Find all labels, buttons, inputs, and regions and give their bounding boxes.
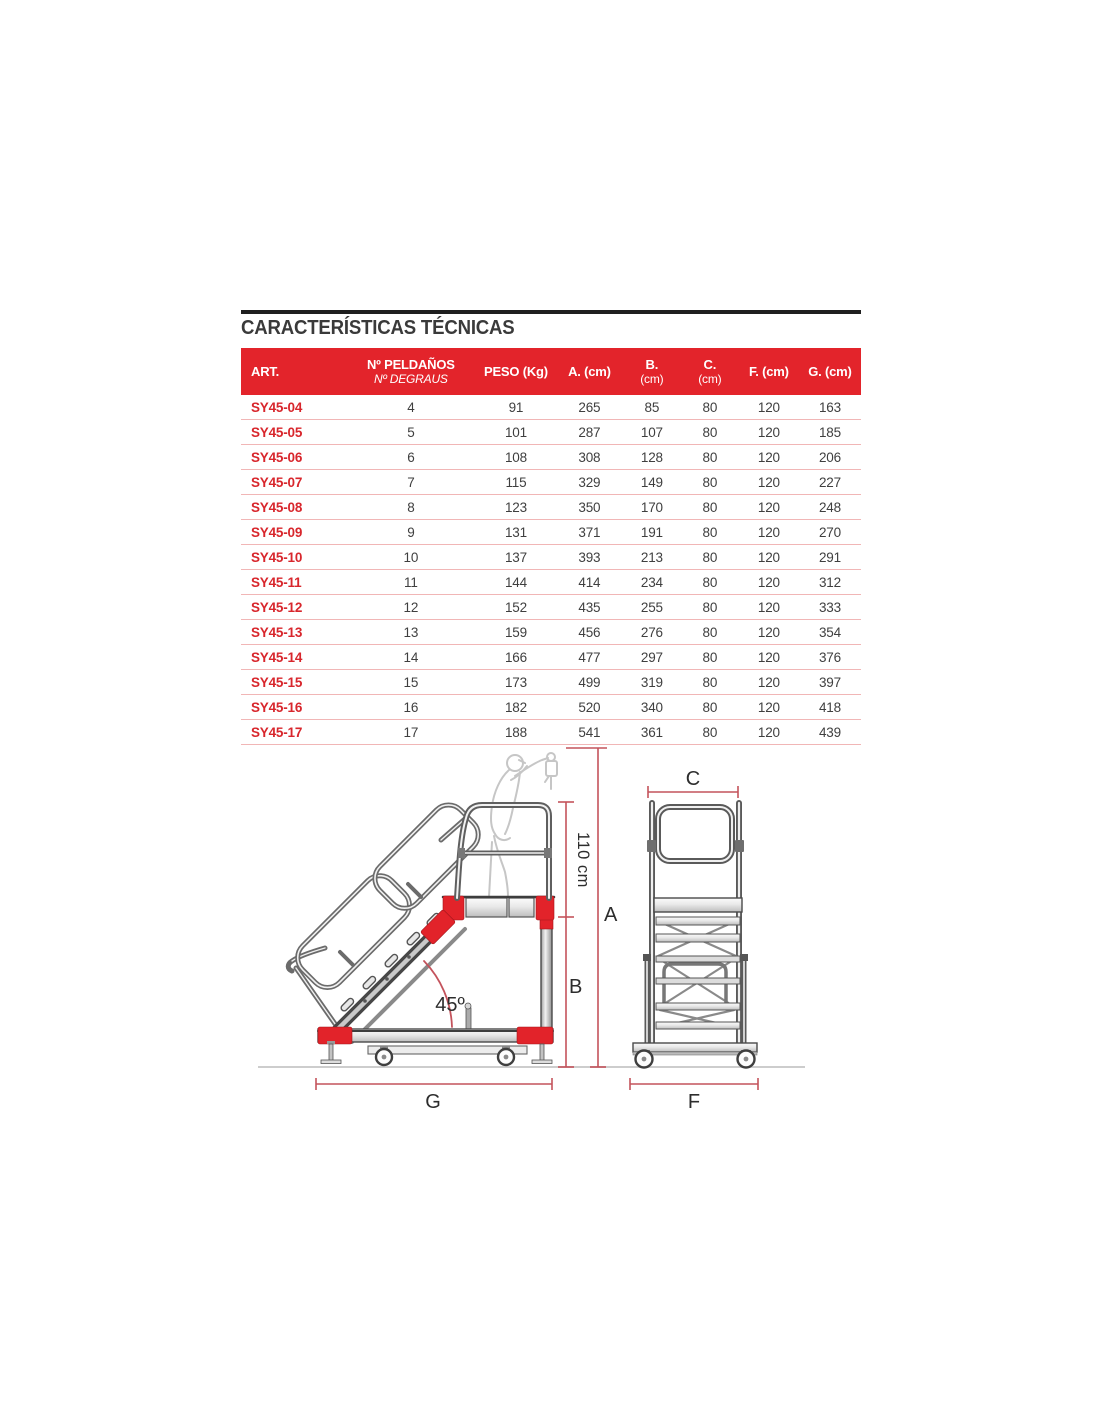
value-cell: 354 <box>818 624 841 640</box>
value-cell: 120 <box>757 424 780 440</box>
value-cell: 10 <box>403 549 419 565</box>
ladder-diagram <box>230 745 890 1117</box>
table-header <box>241 348 861 395</box>
art-cell: SY45-05 <box>251 424 303 440</box>
column-header <box>799 365 861 379</box>
column-header-sublabel: Nº DEGRAUS <box>373 371 448 386</box>
column-header <box>241 365 346 379</box>
column-header-sublabel: (cm) <box>640 371 664 386</box>
value-cell: 206 <box>818 449 841 465</box>
value-cell: 149 <box>640 474 663 490</box>
art-cell: SY45-07 <box>251 474 303 490</box>
value-cell: 319 <box>640 674 663 690</box>
value-cell: 80 <box>702 424 718 440</box>
value-cell: 120 <box>757 624 780 640</box>
value-cell: 17 <box>403 724 419 740</box>
value-cell: 265 <box>578 399 601 415</box>
art-cell: SY45-13 <box>251 624 303 640</box>
value-cell: 14 <box>403 649 419 665</box>
value-cell: 137 <box>504 549 527 565</box>
value-cell: 297 <box>640 649 663 665</box>
column-header-label: PESO (Kg) <box>483 363 548 379</box>
value-cell: 115 <box>505 474 527 490</box>
value-cell: 248 <box>818 499 841 515</box>
table-row <box>241 445 861 470</box>
column-header <box>739 365 799 379</box>
value-cell: 80 <box>702 599 718 615</box>
value-cell: 397 <box>818 674 841 690</box>
value-cell: 80 <box>702 474 718 490</box>
value-cell: 120 <box>757 649 780 665</box>
value-cell: 276 <box>640 624 663 640</box>
table-row <box>241 545 861 570</box>
value-cell: 435 <box>578 599 601 615</box>
value-cell: 12 <box>403 599 419 615</box>
value-cell: 234 <box>640 574 663 590</box>
value-cell: 120 <box>757 599 780 615</box>
art-cell: SY45-17 <box>251 724 303 740</box>
platform <box>420 896 554 945</box>
value-cell: 414 <box>578 574 601 590</box>
value-cell: 120 <box>757 699 780 715</box>
value-cell: 393 <box>578 549 601 565</box>
value-cell: 123 <box>504 499 527 515</box>
value-cell: 85 <box>644 399 660 415</box>
angle-label: 45º <box>435 994 465 1016</box>
value-cell: 80 <box>702 674 718 690</box>
front-view <box>633 803 757 1068</box>
dim-a-label: A <box>604 904 618 926</box>
column-header-label: ART. <box>251 363 280 379</box>
value-cell: 4 <box>407 399 415 415</box>
guard-height-label: 110 cm <box>574 832 592 888</box>
dim-c-label: C <box>685 768 701 790</box>
value-cell: 361 <box>640 724 663 740</box>
value-cell: 340 <box>640 699 663 715</box>
value-cell: 120 <box>757 449 780 465</box>
value-cell: 91 <box>508 399 524 415</box>
column-header <box>623 358 681 386</box>
page-title: CARACTERÍSTICAS TÉCNICAS <box>241 317 515 339</box>
value-cell: 312 <box>818 574 841 590</box>
art-cell: SY45-12 <box>251 599 303 615</box>
dimension-f <box>630 1078 758 1090</box>
column-header-label: Nº PELDAÑOS <box>366 356 455 372</box>
value-cell: 120 <box>757 399 780 415</box>
spec-table <box>241 348 861 745</box>
value-cell: 182 <box>504 699 527 715</box>
column-header <box>476 365 556 379</box>
column-header-label: A. (cm) <box>568 363 611 379</box>
column-header-sublabel: (cm) <box>698 371 722 386</box>
value-cell: 101 <box>504 424 527 440</box>
value-cell: 270 <box>818 524 841 540</box>
value-cell: 170 <box>640 499 663 515</box>
value-cell: 350 <box>578 499 601 515</box>
value-cell: 376 <box>818 649 841 665</box>
value-cell: 120 <box>757 524 780 540</box>
value-cell: 333 <box>818 599 841 615</box>
table-body <box>241 395 861 745</box>
value-cell: 5 <box>407 424 415 440</box>
column-header-label: G. (cm) <box>808 363 852 379</box>
value-cell: 439 <box>818 724 841 740</box>
value-cell: 8 <box>407 499 415 515</box>
column-header <box>556 365 623 379</box>
value-cell: 80 <box>702 399 718 415</box>
table-row <box>241 645 861 670</box>
value-cell: 80 <box>702 574 718 590</box>
value-cell: 287 <box>578 424 601 440</box>
art-cell: SY45-10 <box>251 549 303 565</box>
value-cell: 80 <box>702 724 718 740</box>
value-cell: 120 <box>757 724 780 740</box>
table-row <box>241 570 861 595</box>
dim-g-label: G <box>425 1091 441 1113</box>
value-cell: 9 <box>407 524 415 540</box>
table-row <box>241 495 861 520</box>
value-cell: 541 <box>578 724 601 740</box>
column-header <box>346 358 476 386</box>
table-row <box>241 720 861 745</box>
value-cell: 520 <box>578 699 601 715</box>
column-header-label: C. <box>703 356 717 372</box>
art-cell: SY45-11 <box>251 574 302 590</box>
value-cell: 477 <box>578 649 601 665</box>
value-cell: 128 <box>640 449 663 465</box>
dimension-110 <box>558 802 574 917</box>
value-cell: 13 <box>403 624 419 640</box>
title-rule <box>241 310 861 314</box>
value-cell: 418 <box>818 699 841 715</box>
art-cell: SY45-08 <box>251 499 303 515</box>
value-cell: 188 <box>504 724 527 740</box>
value-cell: 144 <box>504 574 527 590</box>
table-row <box>241 670 861 695</box>
value-cell: 213 <box>640 549 663 565</box>
value-cell: 15 <box>403 674 419 690</box>
table-row <box>241 395 861 420</box>
value-cell: 131 <box>504 524 527 540</box>
art-cell: SY45-04 <box>251 399 303 415</box>
value-cell: 159 <box>504 624 527 640</box>
art-cell: SY45-16 <box>251 699 303 715</box>
value-cell: 499 <box>578 674 601 690</box>
value-cell: 308 <box>578 449 601 465</box>
value-cell: 185 <box>818 424 841 440</box>
dimension-a <box>566 748 607 1067</box>
value-cell: 80 <box>702 699 718 715</box>
table-row <box>241 470 861 495</box>
value-cell: 120 <box>757 549 780 565</box>
art-cell: SY45-06 <box>251 449 303 465</box>
value-cell: 166 <box>504 649 527 665</box>
value-cell: 80 <box>702 549 718 565</box>
column-header <box>681 358 739 386</box>
dim-f-label: F <box>687 1091 701 1113</box>
value-cell: 16 <box>403 699 419 715</box>
value-cell: 80 <box>702 524 718 540</box>
value-cell: 7 <box>407 474 415 490</box>
dim-b-label: B <box>569 976 583 998</box>
value-cell: 80 <box>702 449 718 465</box>
table-row <box>241 695 861 720</box>
value-cell: 107 <box>640 424 663 440</box>
value-cell: 163 <box>818 399 841 415</box>
value-cell: 291 <box>818 549 841 565</box>
value-cell: 371 <box>578 524 601 540</box>
value-cell: 329 <box>578 474 601 490</box>
art-cell: SY45-14 <box>251 649 303 665</box>
value-cell: 80 <box>702 499 718 515</box>
column-header-label: B. <box>645 356 659 372</box>
value-cell: 456 <box>578 624 601 640</box>
value-cell: 120 <box>757 574 780 590</box>
value-cell: 120 <box>757 474 780 490</box>
value-cell: 11 <box>404 574 418 590</box>
value-cell: 80 <box>702 624 718 640</box>
value-cell: 80 <box>702 649 718 665</box>
value-cell: 120 <box>757 674 780 690</box>
side-view <box>288 753 557 1065</box>
art-cell: SY45-15 <box>251 674 303 690</box>
value-cell: 120 <box>757 499 780 515</box>
table-row <box>241 420 861 445</box>
value-cell: 6 <box>407 449 415 465</box>
table-row <box>241 520 861 545</box>
art-cell: SY45-09 <box>251 524 303 540</box>
value-cell: 108 <box>504 449 527 465</box>
value-cell: 173 <box>504 674 527 690</box>
value-cell: 191 <box>640 524 663 540</box>
table-row <box>241 620 861 645</box>
column-header-label: F. (cm) <box>748 363 789 379</box>
dimension-g <box>316 1078 552 1090</box>
table-row <box>241 595 861 620</box>
value-cell: 152 <box>504 599 527 615</box>
value-cell: 227 <box>818 474 841 490</box>
value-cell: 255 <box>640 599 663 615</box>
